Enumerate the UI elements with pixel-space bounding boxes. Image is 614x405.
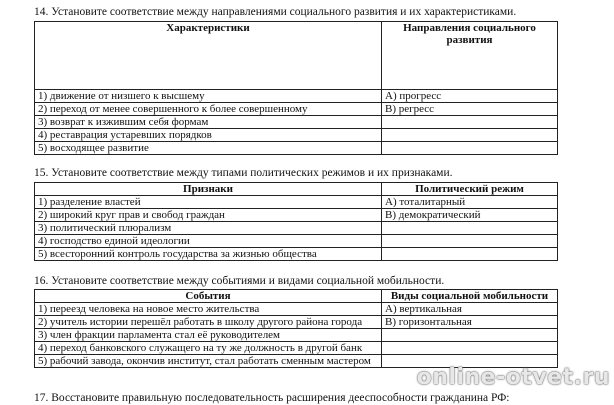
question-14-table	[34, 21, 558, 155]
table-row	[35, 316, 558, 329]
table-row	[35, 142, 558, 155]
table-cell: 1) разделение властей	[35, 196, 382, 209]
table-cell: 5) всесторонний контроль государства за жизнью общества	[35, 248, 382, 261]
table-row	[35, 342, 558, 355]
table-cell: А) вертикальная	[382, 303, 558, 316]
table-cell: В) регресс	[382, 103, 558, 116]
table-row	[35, 209, 558, 222]
table-cell: 5) рабочий завода, окончив институт, стал работать сменным мастером	[35, 355, 382, 368]
table-cell: 3) член фракции парламента стал её руководителем	[35, 329, 382, 342]
table-cell: 2) широкий круг прав и свобод граждан	[35, 209, 382, 222]
table-cell	[382, 129, 558, 142]
table-cell: 5) восходящее развитие	[35, 142, 382, 155]
question-16-title: 16. Установите соответствие между событиями и видами социальной мобильности.	[34, 275, 445, 287]
table-row	[35, 222, 558, 235]
question-14-title: 14. Установите соответствие между направлениями социального развития и их характеристиками.	[34, 6, 517, 18]
table-header-left: Характеристики	[35, 22, 382, 90]
question-15-title: 15. Установите соответствие между типами политических режимов и их признаками.	[34, 167, 453, 179]
table-cell	[382, 142, 558, 155]
question-17-title: 17. Восстановите правильную последовательность расширения дееспособности гражданина РФ:	[34, 392, 510, 404]
table-header-left: Признаки	[35, 183, 382, 196]
table-cell: 2) переход от менее совершенного к более совершенному	[35, 103, 382, 116]
table-header-right: Направления социального развития	[382, 22, 558, 90]
table-header-left: События	[35, 290, 382, 303]
question-15-table	[34, 182, 558, 261]
table-row	[35, 129, 558, 142]
table-cell: 4) переход банковского служащего на ту же должность в другой банк	[35, 342, 382, 355]
table-cell	[382, 342, 558, 355]
table-header-right: Виды социальной мобильности	[382, 290, 558, 303]
table-row	[35, 248, 558, 261]
table-cell	[382, 329, 558, 342]
table-row	[35, 196, 558, 209]
table-cell	[382, 222, 558, 235]
question-16-table	[34, 289, 558, 368]
table-row	[35, 116, 558, 129]
table-row	[35, 90, 558, 103]
table-cell: В) демократический	[382, 209, 558, 222]
table-row	[35, 235, 558, 248]
table-cell: 4) господство единой идеологии	[35, 235, 382, 248]
table-cell: 1) движение от низшего к высшему	[35, 90, 382, 103]
table-cell: А) тоталитарный	[382, 196, 558, 209]
table-cell: 2) учитель истории перешёл работать в школу другого района города	[35, 316, 382, 329]
table-header-right: Политический режим	[382, 183, 558, 196]
table-cell: 1) переезд человека на новое место жительства	[35, 303, 382, 316]
table-cell: 3) возврат к изжившим себя формам	[35, 116, 382, 129]
table-row	[35, 303, 558, 316]
watermark: online-otvet.ru	[416, 365, 610, 390]
table-cell	[382, 248, 558, 261]
table-cell: А) прогресс	[382, 90, 558, 103]
table-cell: 4) реставрация устаревших порядков	[35, 129, 382, 142]
table-cell: В) горизонтальная	[382, 316, 558, 329]
table-row	[35, 103, 558, 116]
table-row	[35, 329, 558, 342]
table-cell	[382, 235, 558, 248]
table-cell: 3) политический плюрализм	[35, 222, 382, 235]
table-cell	[382, 116, 558, 129]
